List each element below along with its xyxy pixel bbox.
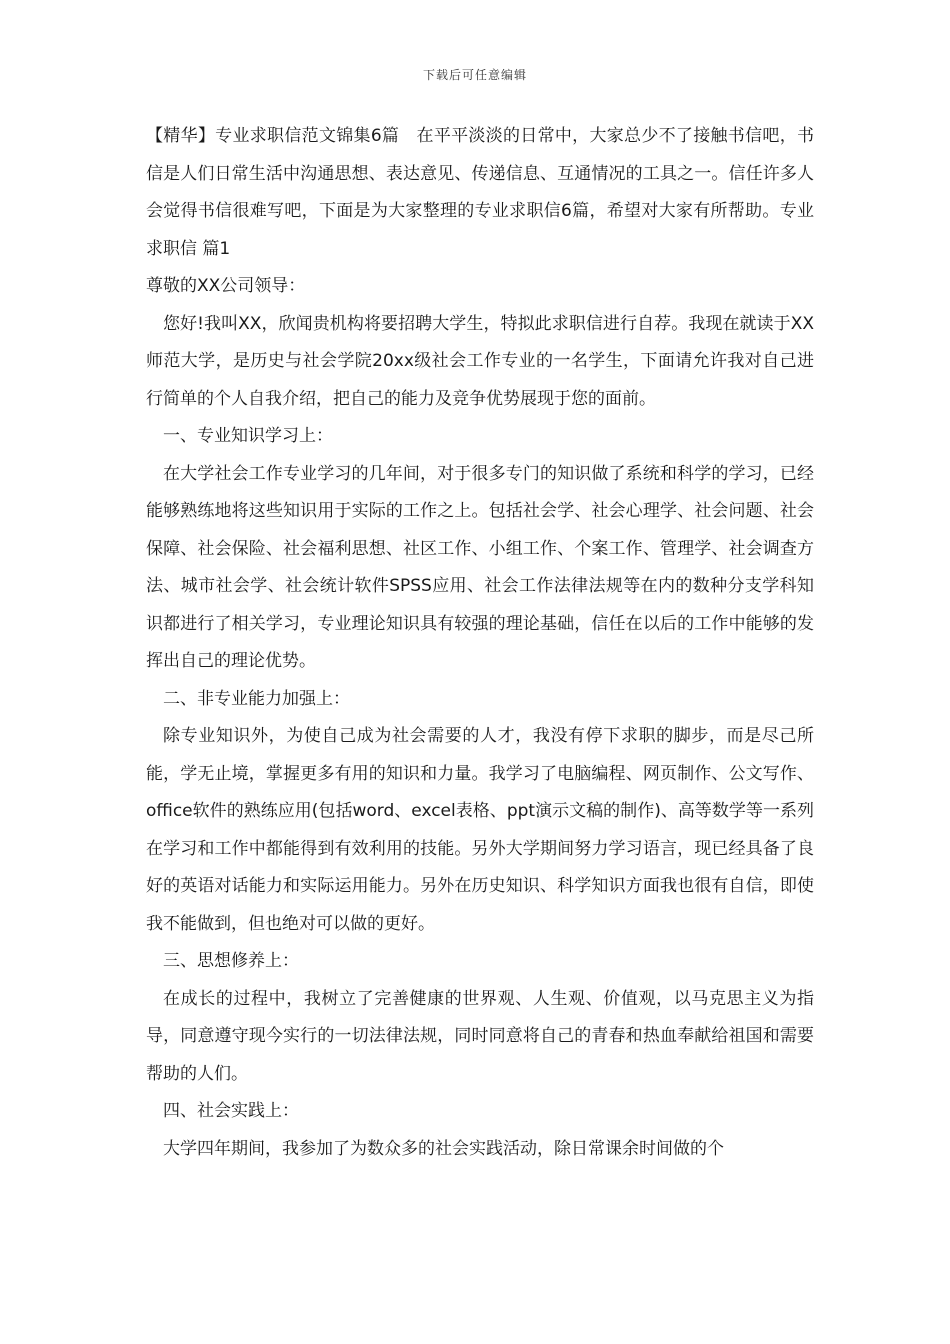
section-heading-ideological-cultivation: 三、思想修养上： (163, 951, 299, 971)
social-practice-paragraph: 大学四年期间，我参加了为数众多的社会实践活动，除日常课余时间做的个 (163, 1138, 724, 1159)
document-body (146, 118, 814, 1168)
ideological-cultivation-paragraph: 在成长的过程中，我树立了完善健康的世界观、人生观、价值观，以马克思主义为指导，同意遵守现今实行的一切法律法规，同时同意将自己的青春和热血奉献给祖国和需要帮助的人们。 (146, 988, 814, 1084)
section-heading-social-practice: 四、社会实践上： (163, 1101, 299, 1121)
salutation: 尊敬的XX公司领导： (146, 276, 306, 296)
header-note: 下载后可任意编辑 (422, 68, 527, 82)
section-heading-non-professional-skills: 二、非专业能力加强上： (163, 688, 350, 709)
section-heading-professional-knowledge: 一、专业知识学习上： (163, 426, 333, 446)
non-professional-skills-paragraph: 除专业知识外，为使自己成为社会需要的人才，我没有停下求职的脚步，而是尽己所能，学无止境，掌握更多有用的知识和力量。我学习了电脑编程、网页制作、公文写作、office软件的熟练应用(包括word、excel表格、ppt演示文稿的制作)、高等数学等一系列在学习和工作中都能得到有效利用的技能。另外大学期间努力学习语言，现已经具备了良好的英语对话能力和实际运用能力。另外在历史知识、科学知识方面我也很有自信，即使我不能做到，但也绝对可以做的更好。 (146, 726, 814, 934)
professional-knowledge-paragraph: 在大学社会工作专业学习的几年间，对于很多专门的知识做了系统和科学的学习，已经能够熟练地将这些知识用于实际的工作之上。包括社会学、社会心理学、社会问题、社会保障、社会保险、社会福利思想、社区工作、小组工作、个案工作、管理学、社会调查方法、城市社会学、社会统计软件SPSS应用、社会工作法律法规等在内的数种分支学科知识都进行了相关学习，专业理论知识具有较强的理论基础，信任在以后的工作中能够的发挥出自己的理论优势。 (146, 463, 814, 671)
greeting-paragraph: 您好!我叫XX，欣闻贵机构将要招聘大学生，特拟此求职信进行自荐。我现在就读于XX师范大学，是历史与社会学院20xx级社会工作专业的一名学生，下面请允许我对自己进行简单的个人自我介绍，把自己的能力及竞争优势展现于您的面前。 (146, 313, 814, 409)
intro-paragraph: 【精华】专业求职信范文锦集6篇 在平平淡淡的日常中，大家总少不了接触书信吧，书信是人们日常生活中沟通思想、表达意见、传递信息、互通情况的工具之一。信任许多人会觉得书信很难写吧，下面是为大家整理的专业求职信6篇，希望对大家有所帮助。专业求职信 篇1 (146, 126, 814, 259)
